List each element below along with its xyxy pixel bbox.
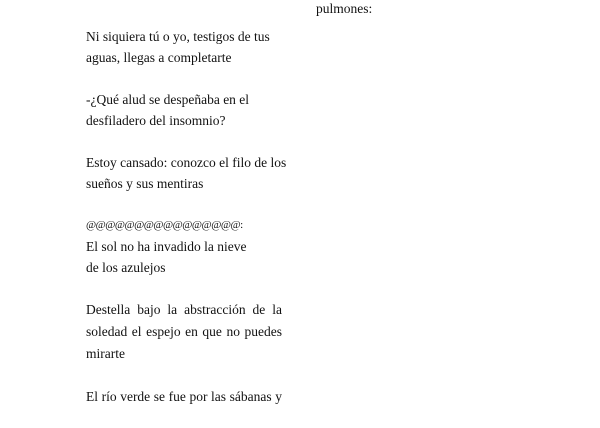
poem-line: Destella bajo la abstracción de la [86, 302, 282, 317]
right-column-line: pulmones: [316, 1, 373, 16]
stanza-4 [86, 215, 282, 278]
poem-line: sueños y sus mentiras [86, 176, 204, 191]
poem-line: desfiladero del insomnio? [86, 113, 226, 128]
stanza-1 [86, 26, 282, 68]
left-column [86, 26, 287, 428]
stanza-2 [86, 89, 282, 131]
poem-line: de los azulejos [86, 260, 166, 275]
right-column [316, 0, 516, 19]
poem-line: -¿Qué alud se despeñaba en el [86, 92, 250, 107]
poem-line: El sol no ha invadido la nieve [86, 239, 247, 254]
poem-line: Ni siquiera tú o yo, testigos de tus [86, 29, 270, 44]
ornament-line: @@@@@@@@@@@@@@@@: [86, 219, 243, 231]
poem-line: mirarte [86, 346, 125, 361]
poem-line: Estoy cansado: conozco el filo de los [86, 155, 287, 170]
stanza-6 [86, 386, 282, 407]
stanza-5 [86, 299, 282, 365]
poem-line: El río verde se fue por las sábanas y [86, 389, 282, 404]
poem-line: aguas, llegas a completarte [86, 50, 232, 65]
stanza-3 [86, 152, 287, 194]
poem-line: soledad el espejo en que no puedes [86, 324, 282, 339]
